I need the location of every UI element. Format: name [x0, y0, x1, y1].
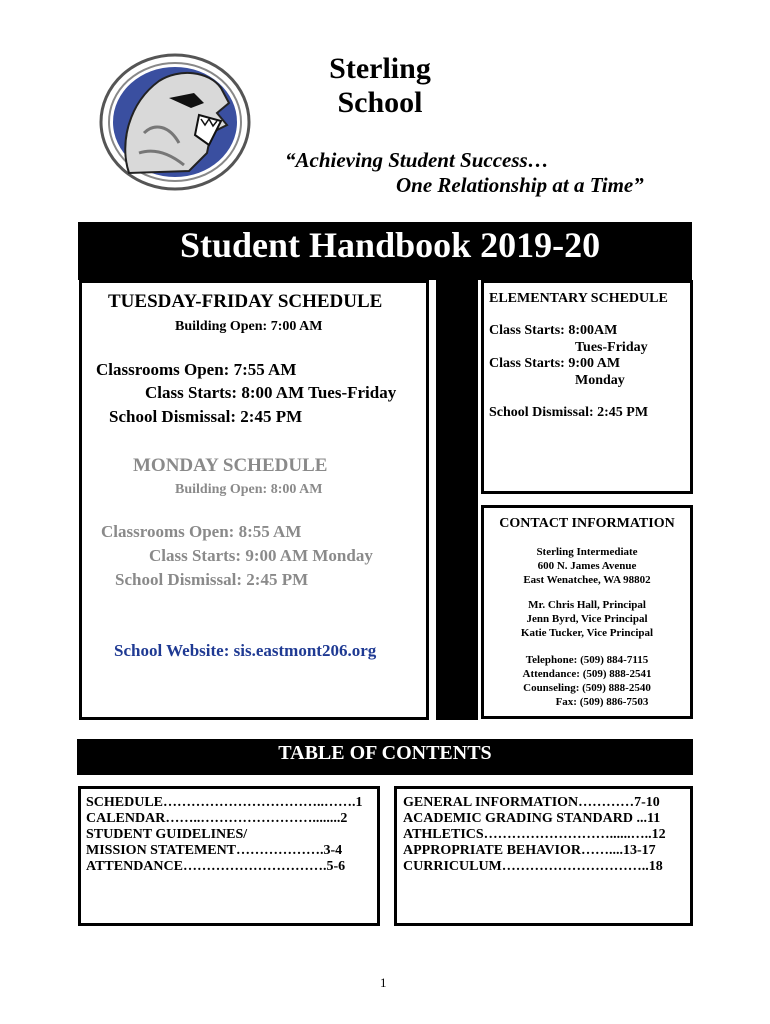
elementary-heading: ELEMENTARY SCHEDULE — [489, 291, 668, 306]
toc-item[interactable]: ATHLETICS………………………......…..12 — [403, 827, 666, 842]
elem-starts-2: Class Starts: 9:00 AM — [489, 356, 621, 371]
tuesday-friday-heading: TUESDAY-FRIDAY SCHEDULE — [108, 291, 383, 312]
contact-telephone: Telephone: (509) 884-7115 — [525, 654, 649, 666]
contact-counseling: Counseling: (509) 888-2540 — [523, 682, 651, 694]
contact-name: Sterling Intermediate — [536, 546, 638, 558]
title-band — [78, 222, 692, 280]
tf-dismissal: School Dismissal: 2:45 PM — [109, 407, 303, 426]
tf-class-starts: Class Starts: 8:00 AM Tues-Friday — [145, 383, 397, 402]
toc-item[interactable]: GENERAL INFORMATION…………7-10 — [403, 795, 660, 810]
contact-city: East Wenatchee, WA 98802 — [523, 574, 651, 586]
toc-left-box — [78, 786, 380, 926]
toc-item[interactable]: CALENDAR……..……………………........2 — [86, 811, 348, 826]
contact-heading: CONTACT INFORMATION — [499, 516, 675, 531]
contact-vice-principal-1: Jenn Byrd, Vice Principal — [526, 613, 648, 625]
toc-item[interactable]: CURRICULUM…………………………..18 — [403, 859, 663, 874]
toc-item[interactable]: ACADEMIC GRADING STANDARD ...11 — [403, 811, 661, 826]
mon-class-starts: Class Starts: 9:00 AM Monday — [149, 546, 373, 565]
contact-vice-principal-2: Katie Tucker, Vice Principal — [520, 627, 654, 639]
divider-bar — [436, 280, 478, 720]
toc-band — [77, 739, 693, 775]
elementary-schedule-box — [481, 280, 693, 494]
schedule-box — [79, 280, 429, 720]
page-title: Student Handbook 2019-20 — [180, 225, 601, 265]
mon-building-open: Building Open: 8:00 AM — [175, 482, 323, 497]
school-website-link[interactable]: School Website: sis.eastmont206.org — [114, 641, 377, 660]
toc-heading: TABLE OF CONTENTS — [278, 742, 492, 764]
elem-dismissal: School Dismissal: 2:45 PM — [489, 405, 649, 420]
tf-building-open: Building Open: 7:00 AM — [175, 319, 323, 334]
school-name-line2: School — [337, 86, 423, 119]
school-name-line1: Sterling — [329, 52, 431, 85]
mon-classrooms-open: Classrooms Open: 8:55 AM — [101, 522, 302, 541]
elem-starts-2-days: Monday — [575, 373, 625, 388]
toc-item[interactable]: STUDENT GUIDELINES/ — [86, 827, 248, 842]
toc-item[interactable]: MISSION STATEMENT……………….3-4 — [86, 843, 343, 858]
toc-item[interactable]: SCHEDULE……………………………..…….1 — [86, 795, 363, 810]
elem-starts-1-days: Tues-Friday — [575, 340, 648, 355]
page-number: 1 — [380, 975, 387, 990]
motto-line1: “Achieving Student Success… — [285, 148, 549, 172]
tf-classrooms-open: Classrooms Open: 7:55 AM — [96, 360, 297, 379]
elem-starts-1: Class Starts: 8:00AM — [489, 323, 618, 338]
cougar-mascot-logo-icon — [99, 53, 251, 191]
toc-item[interactable]: ATTENDANCE………………………….5-6 — [86, 859, 346, 874]
contact-principal: Mr. Chris Hall, Principal — [528, 599, 646, 611]
contact-street: 600 N. James Avenue — [537, 560, 637, 572]
monday-heading: MONDAY SCHEDULE — [133, 455, 328, 476]
toc-right-box — [394, 786, 693, 926]
contact-information-box — [481, 505, 693, 719]
motto-line2: One Relationship at a Time” — [396, 173, 644, 197]
contact-fax: Fax: (509) 886-7503 — [555, 696, 649, 708]
mon-dismissal: School Dismissal: 2:45 PM — [115, 570, 309, 589]
contact-attendance: Attendance: (509) 888-2541 — [522, 668, 652, 680]
toc-item[interactable]: APPROPRIATE BEHAVIOR……....13-17 — [403, 843, 656, 858]
